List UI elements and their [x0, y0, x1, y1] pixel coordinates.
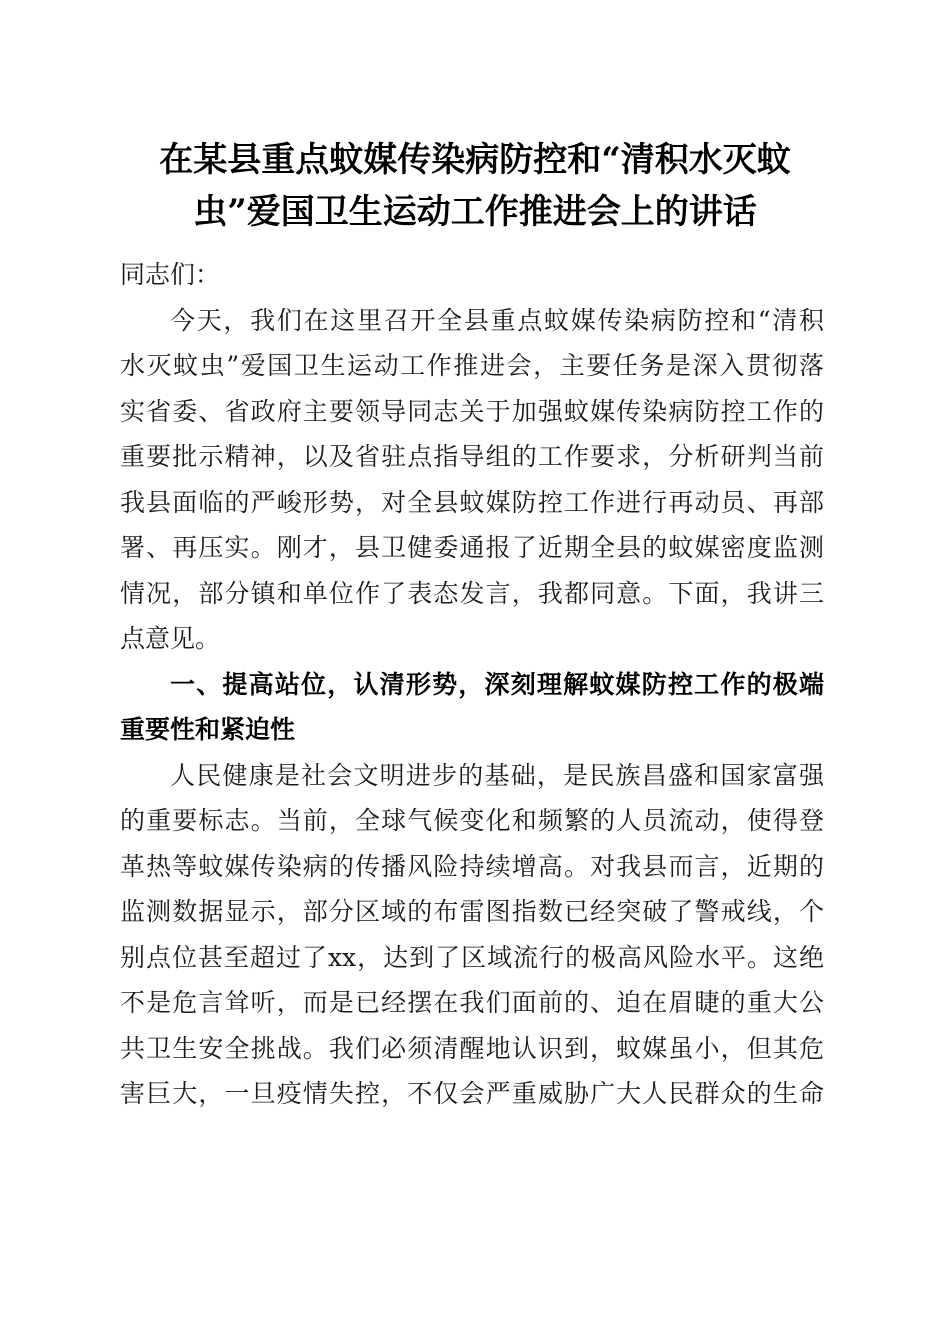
paragraph-line: 监测数据显示，部分区域的布雷图指数已经突破了警戒线，个: [120, 897, 824, 926]
paragraph-line: 重要批示精神，以及省驻点指导组的工作要求，分析研判当前: [120, 442, 824, 471]
paragraph-line: 情况，部分镇和单位作了表态发言，我都同意。下面，我讲三: [120, 578, 824, 608]
paragraph-line: 的重要标志。当前，全球气候变化和频繁的人员流动，使得登: [120, 806, 824, 835]
paragraph-line: 我县面临的严峻形势，对全县蚊媒防控工作进行再动员、再部: [120, 487, 824, 517]
paragraph-line: 水灭蚊虫”爱国卫生运动工作推进会，主要任务是深入贯彻落: [120, 351, 824, 380]
paragraph-opening: [120, 298, 824, 662]
paragraph-line: 今天，我们在这里召开全县重点蚊媒传染病防控和“清积: [170, 305, 824, 335]
paragraph-line: 人民健康是社会文明进步的基础，是民族昌盛和国家富强: [170, 760, 824, 790]
paragraph-line: 点意见。: [120, 624, 221, 653]
document-title: [120, 134, 830, 238]
paragraph-line: 别点位甚至超过了xx，达到了区域流行的极高风险水平。这绝: [120, 942, 824, 972]
heading-line: 一、提高站位，认清形势，深刻理解蚊媒防控工作的极端: [170, 669, 824, 699]
paragraph-line: 实省委、省政府主要领导同志关于加强蚊媒传染病防控工作的: [120, 396, 824, 426]
paragraph-line: 署、再压实。刚才，县卫健委通报了近期全县的蚊媒密度监测: [120, 533, 824, 562]
heading-line: 重要性和紧迫性: [120, 715, 296, 744]
salutation: 同志们：: [120, 260, 221, 289]
paragraph-line: 不是危言耸听，而是已经摆在我们面前的、迫在眉睫的重大公: [120, 988, 824, 1017]
paragraph-section-1: [120, 753, 824, 1117]
section-heading-1: [120, 662, 824, 753]
paragraph-line: 害巨大，一旦疫情失控，不仅会严重威胁广大人民群众的生命: [120, 1079, 824, 1108]
title-line: 在某县重点蚊媒传染病防控和“清积水灭蚊: [159, 140, 791, 180]
paragraph-line: 革热等蚊媒传染病的传播风险持续增高。对我县而言，近期的: [120, 851, 824, 881]
document-body: [120, 252, 824, 1117]
title-line: 虫”爱国卫生运动工作推进会上的讲话: [193, 192, 757, 232]
paragraph-line: 共卫生安全挑战。我们必须清醒地认识到，蚊媒虽小，但其危: [120, 1033, 824, 1063]
